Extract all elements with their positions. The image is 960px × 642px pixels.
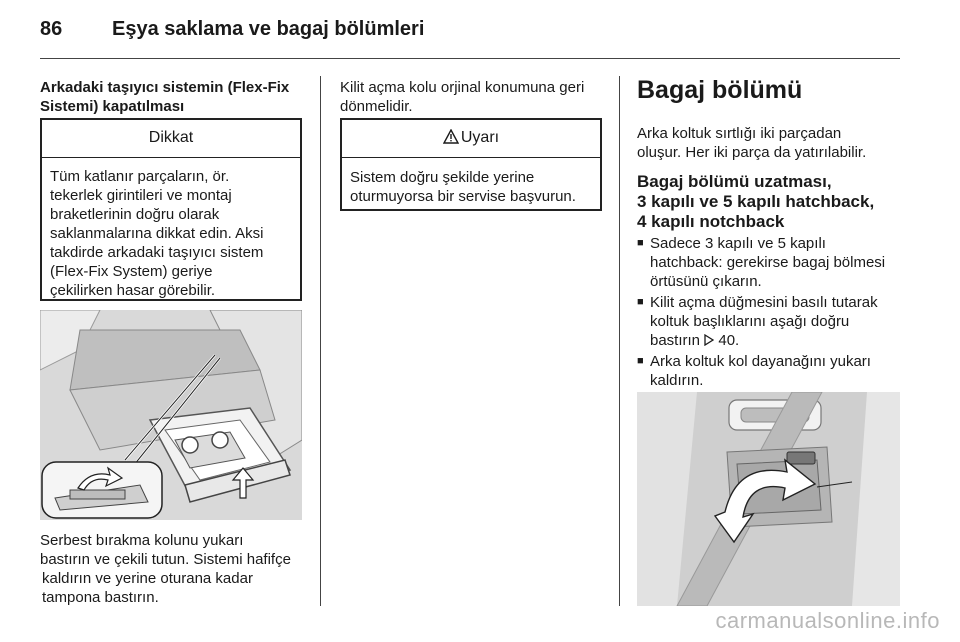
subheading-line: 4 kapılı notchback xyxy=(637,212,785,231)
caution-line: takdirde arkadaki taşıyıcı sistem xyxy=(50,244,264,261)
release-lever-text xyxy=(340,78,610,116)
warning-header xyxy=(342,120,600,158)
release-lever-line: dönmelidir. xyxy=(340,98,413,115)
instruction-line: tampona bastırın. xyxy=(42,589,159,606)
caution-line: tekerlek girintileri ve montaj xyxy=(50,187,232,204)
chapter-title: Eşya saklama ve bagaj bölümleri xyxy=(112,18,425,40)
bullet-line: ■ Kilit açma düğmesini basılı tutarak xyxy=(650,294,878,311)
armrest-drawing xyxy=(637,392,900,606)
warning-line: Sistem doğru şekilde yerine xyxy=(350,169,535,186)
bullet-line: ■ Arka koltuk kol dayanağını yukarı xyxy=(650,353,871,370)
caution-line: (Flex-Fix System) geriye xyxy=(50,263,213,280)
arrow-ref-icon xyxy=(704,332,714,351)
warning-triangle-icon xyxy=(443,122,459,158)
bullet-item xyxy=(637,234,907,291)
page-number: 86 xyxy=(40,18,63,40)
bullet-line: örtüsünü çıkarın. xyxy=(650,273,762,290)
warning-box xyxy=(340,118,602,211)
caution-line: çekilirken hasar görebilir. xyxy=(50,282,216,299)
instruction-text xyxy=(40,531,315,607)
caution-box xyxy=(40,118,302,301)
bullet-line: kaldırın. xyxy=(650,372,704,389)
column-divider-left xyxy=(320,76,321,606)
bullet-line: ■ Sadece 3 kapılı ve 5 kapılı xyxy=(650,235,826,252)
bullet-line: hatchback: gerekirse bagaj bölmesi xyxy=(650,254,886,271)
bullet-line-with-ref xyxy=(650,331,907,351)
warning-text xyxy=(342,158,600,206)
caution-line: saklanmalarına dikkat edin. Aksi xyxy=(50,225,264,242)
intro-text xyxy=(637,124,902,162)
bullet-item xyxy=(637,352,907,390)
watermark: carmanualsonline.info xyxy=(715,608,940,633)
armrest-illustration xyxy=(637,392,900,606)
bullet-item xyxy=(637,293,907,351)
header-rule xyxy=(40,58,900,59)
flexfix-drawing xyxy=(40,310,302,520)
bullet-line: koltuk başlıklarını aşağı doğru xyxy=(650,313,850,330)
instruction-line: bastırın ve çekili tutun. Sistemi hafifçe xyxy=(40,551,291,568)
caution-text xyxy=(42,158,300,300)
page-reference[interactable]: 40. xyxy=(718,332,740,349)
section-title-line: Arkadaki taşıyıcı sistemin (Flex-Fix xyxy=(40,79,290,96)
caution-line: braketlerinin doğru olarak xyxy=(50,206,220,223)
warning-line: oturmuyorsa bir servise başvurun. xyxy=(350,188,576,205)
caution-line: Tüm katlanır parçaların, ör. xyxy=(50,168,230,185)
flexfix-illustration xyxy=(40,310,302,520)
subheading xyxy=(637,172,902,232)
column-divider-right xyxy=(619,76,620,606)
section-title xyxy=(40,78,315,116)
bullet-text: bastırın xyxy=(650,332,701,349)
intro-line: Arka koltuk sırtlığı iki parçadan xyxy=(637,125,842,142)
instruction-line: Serbest bırakma kolunu yukarı xyxy=(40,532,244,549)
instruction-line: kaldırın ve yerine oturana kadar xyxy=(42,570,253,587)
section-heading: Bagaj bölümü xyxy=(637,76,803,104)
intro-line: oluşur. Her iki parça da yatırılabilir. xyxy=(637,144,867,161)
subheading-line: 3 kapılı ve 5 kapılı hatchback, xyxy=(637,192,875,211)
subheading-line: Bagaj bölümü uzatması, xyxy=(637,172,832,191)
section-title-line: Sistemi) kapatılması xyxy=(40,98,185,115)
warning-title: Uyarı xyxy=(460,129,500,146)
release-lever-line: Kilit açma kolu orjinal konumuna geri xyxy=(340,79,585,96)
caution-title: Dikkat xyxy=(42,120,300,158)
